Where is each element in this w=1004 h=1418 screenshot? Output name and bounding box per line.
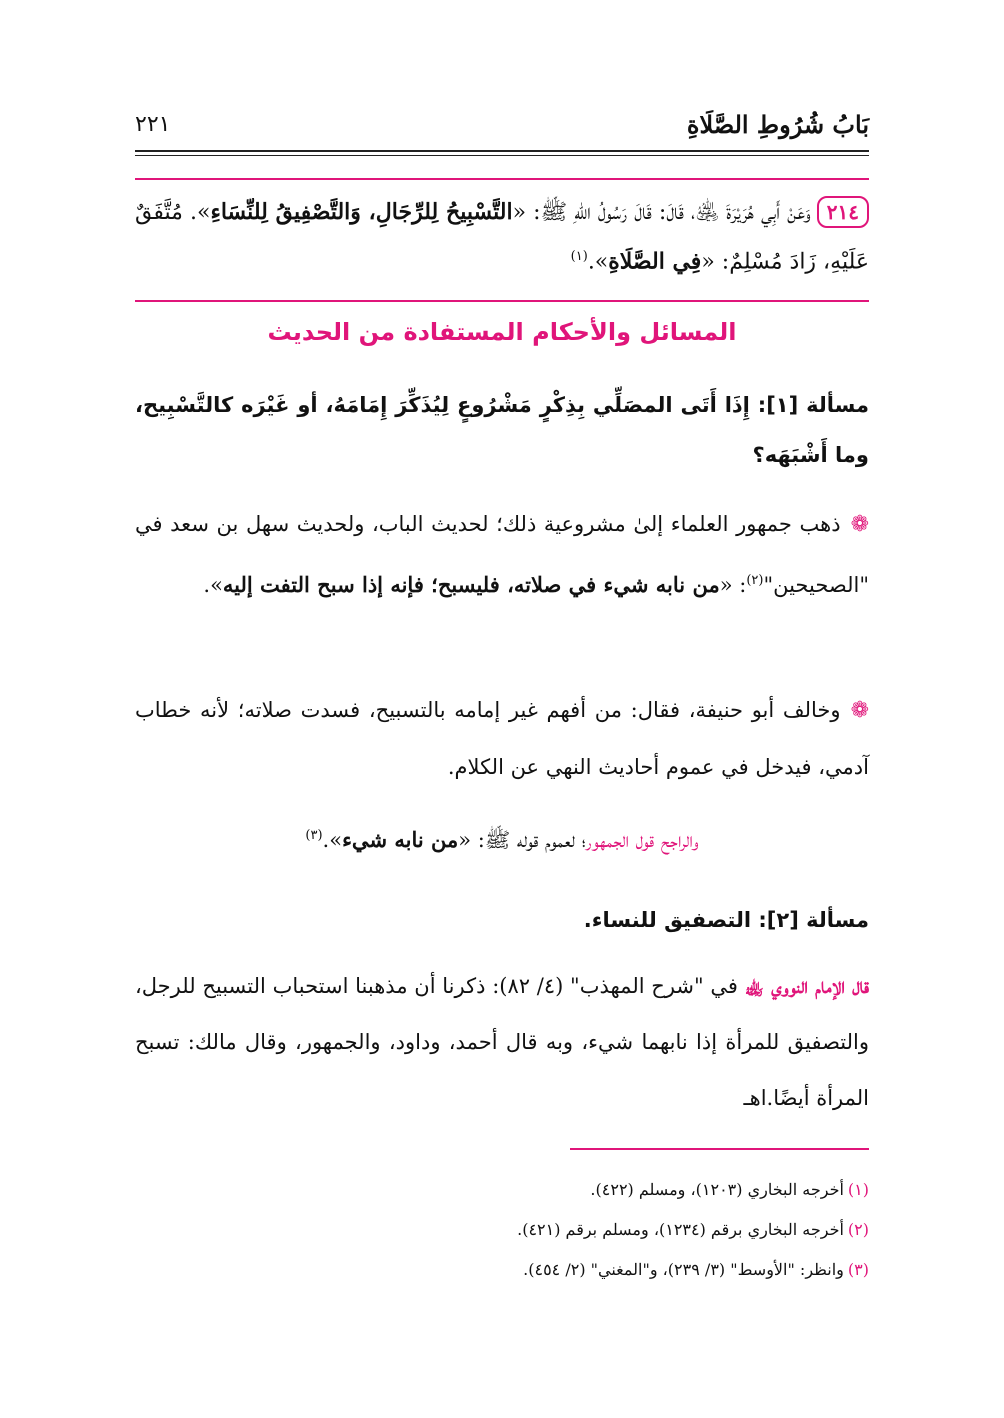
nawawi-attribution: قال الإمام النووي ﵀ xyxy=(744,973,869,998)
hadith-takhrij: ». مُتَّفَقٌ عَلَيْهِ، زَادَ مُسْلِمٌ: « xyxy=(135,200,869,275)
hadith-addition: فِي الصَّلَاةِ xyxy=(608,248,702,275)
footnote-3-number: (٣) xyxy=(847,1260,869,1279)
hadith-number: ٢١٤ xyxy=(817,196,869,228)
paragraph-3-text: ؛ لعموم قوله ﷺ: « xyxy=(458,828,586,852)
question-2-label: مسألة [٢]: xyxy=(758,908,869,932)
hadith-close: ». xyxy=(587,249,609,275)
footnote-ref-1: (١) xyxy=(570,249,588,264)
section-title: المسائل والأحكام المستفادة من الحديث xyxy=(267,318,737,346)
question-2-text: التصفيق للنساء. xyxy=(583,908,752,932)
footnote-rule xyxy=(570,1148,869,1150)
footnote-2-text: أخرجه البخاري برقم (١٢٣٤)، ومسلم برقم (٤٢١). xyxy=(517,1220,844,1239)
paragraph-3-quote: من نابه شيء xyxy=(342,827,459,852)
flower-icon: ❁ xyxy=(850,698,869,723)
hadith-bottom-rule xyxy=(135,300,869,302)
paragraph-4-text: في "شرح المهذب" (٤/ ٨٢): ذكرنا أن مذهبنا استحباب التسبيح للرجل، والتصفيق للمرأة إذا نابهما شيء، وبه قال أحمد، وداود، والجمهور، وقال مالك: تسبح المرأة أيضًا.اهـ xyxy=(135,974,869,1110)
header-rule xyxy=(135,150,869,156)
footnote-2-number: (٢) xyxy=(847,1220,869,1239)
paragraph-3-close: ». xyxy=(322,828,343,852)
paragraph-1 xyxy=(135,496,869,613)
question-1-label: مسألة [١]: xyxy=(757,393,870,417)
paragraph-2-text: وخالف أبو حنيفة، فقال: من أفهم غير إمامه بالتسبيح، فسدت صلاته؛ لأنه خطاب آدمي، فيدخل في عموم أحاديث النهي عن الكلام. xyxy=(135,698,869,779)
hadith-matn: التَّسْبِيحُ لِلرِّجَالِ، وَالتَّصْفِيقُ لِلنِّسَاءِ xyxy=(210,199,513,225)
footnote-1-text: أخرجه البخاري (١٢٠٣)، ومسلم (٤٢٢). xyxy=(590,1180,844,1199)
flower-icon: ❁ xyxy=(850,512,869,537)
footnote-1 xyxy=(135,1170,869,1210)
footnote-2 xyxy=(135,1210,869,1250)
paragraph-1-text-3: ». xyxy=(203,573,223,597)
question-1 xyxy=(135,380,869,480)
paragraph-3 xyxy=(135,808,869,868)
footnote-3-text: وانظر: "الأوسط" (٣/ ٢٣٩)، و"المغني" (٢/ ٤٥٤). xyxy=(523,1260,844,1279)
paragraph-2 xyxy=(135,682,869,795)
paragraph-1-text: ذهب جمهور العلماء إلىٰ مشروعية ذلك؛ لحديث الباب، ولحديث سهل بن سعد في "الصحيحين" xyxy=(135,512,869,597)
question-2 xyxy=(135,895,869,945)
page-header xyxy=(135,110,869,150)
footnote-1-number: (١) xyxy=(847,1180,869,1199)
question-1-text: إِذَا أَتَى المصَلِّي بِذِكْرٍ مَشْرُوعٍ لِيُذَكِّرَ إِمَامَهُ، أو غَيْرَه كالتَّسْبِيح، وما أَشْبَهَه؟ xyxy=(135,393,869,467)
footnote-ref-3: (٣) xyxy=(305,828,323,843)
paragraph-4 xyxy=(135,958,869,1126)
hadith-intro: وَعَنْ أَبِي هُرَيْرَةَ ﵁، قَالَ: قَالَ رَسُولُ اللهِ ﷺ: « xyxy=(512,200,811,225)
chapter-title: بَابُ شُرُوطِ الصَّلَاةِ xyxy=(686,110,869,139)
preferred-opinion: والراجح قول الجمهور xyxy=(585,828,699,852)
footnotes xyxy=(135,1170,869,1290)
hadith-top-rule xyxy=(135,178,869,180)
footnote-ref-2: (٢) xyxy=(746,573,764,588)
paragraph-1-quote: من نابه شيء في صلاته، فليسبح؛ فإنه إذا سبح التفت إليه xyxy=(222,572,720,597)
hadith-text xyxy=(135,190,869,284)
page-number: ٢٢١ xyxy=(135,112,171,137)
paragraph-1-text-2: : « xyxy=(719,573,747,597)
footnote-3 xyxy=(135,1250,869,1290)
